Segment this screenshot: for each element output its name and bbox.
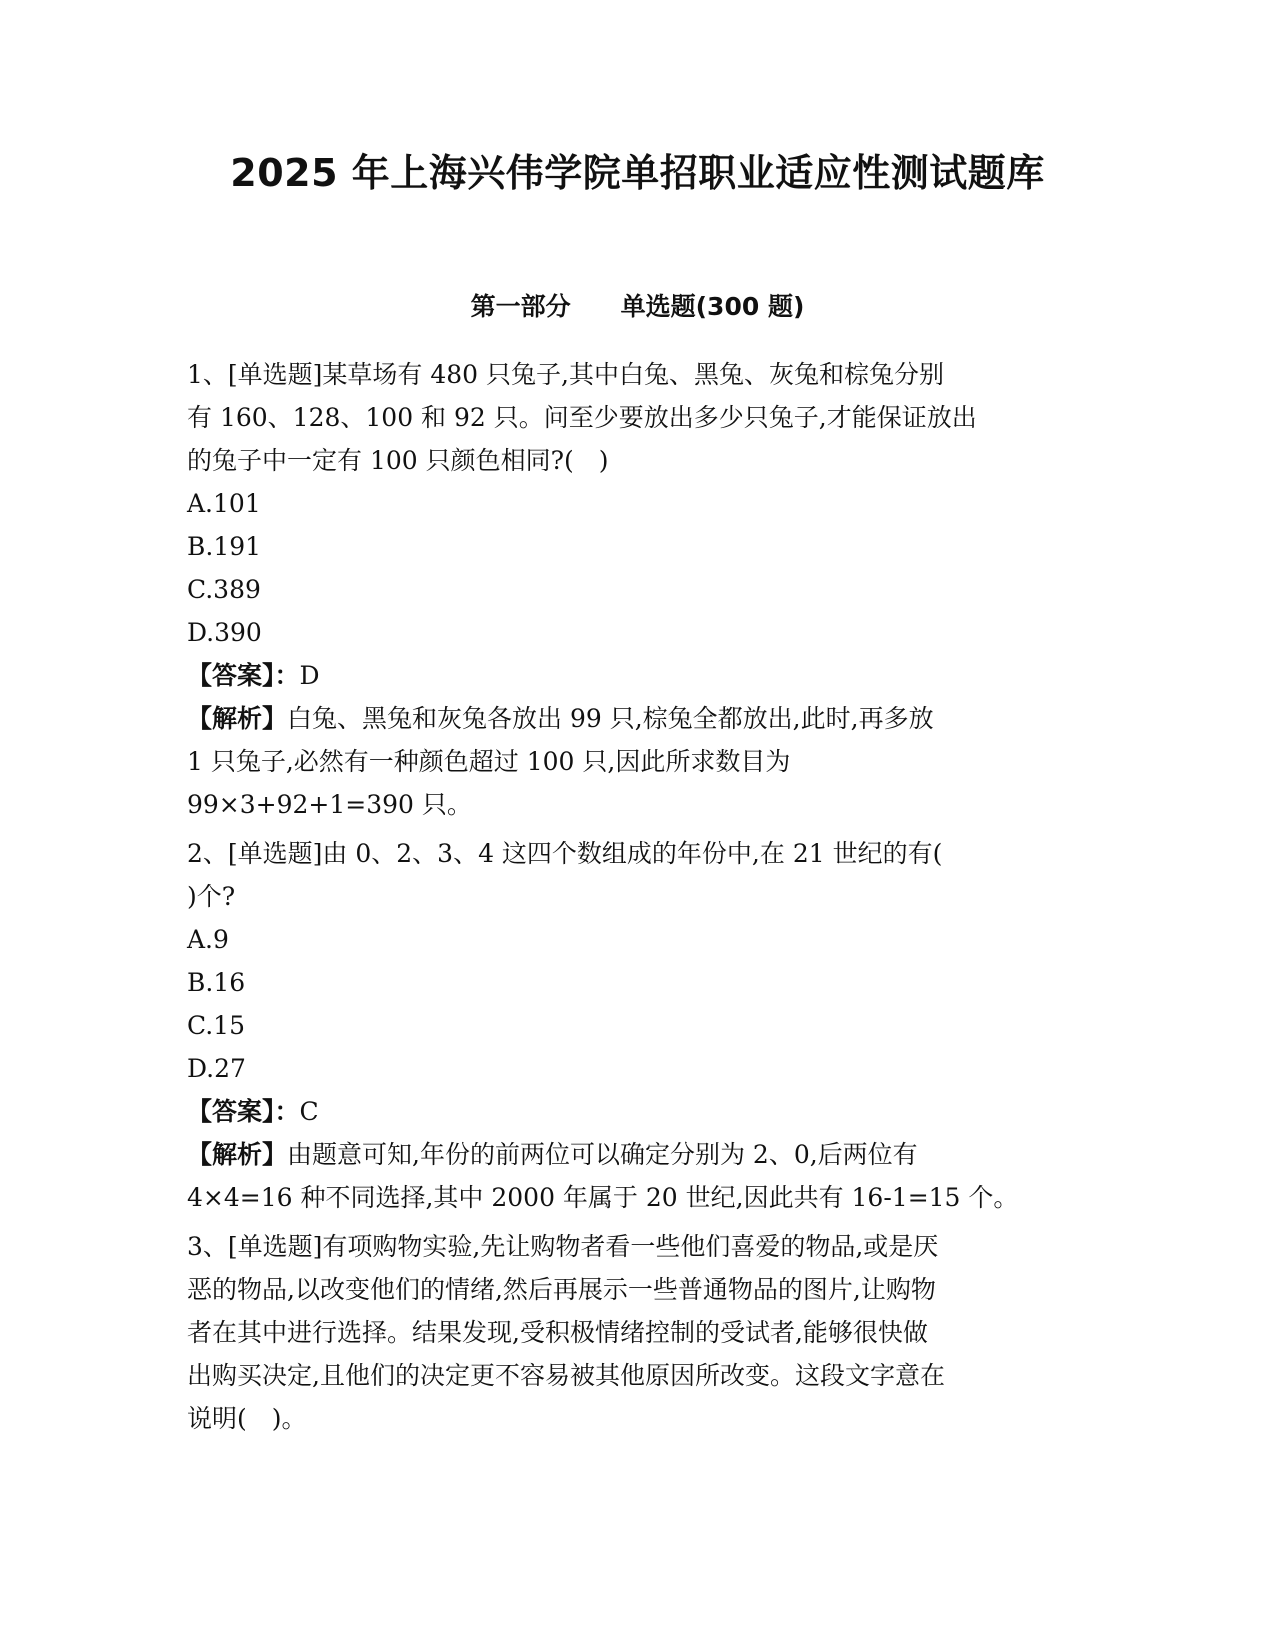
analysis-line: 1 只兔子,必然有一种颜色超过 100 只,因此所求数目为 (187, 747, 791, 776)
question-stem-line: 出购买决定,且他们的决定更不容易被其他原因所改变。这段文字意在 (187, 1361, 945, 1390)
analysis-line (187, 1133, 1087, 1176)
option-a: A.101 (187, 489, 261, 518)
question-1 (187, 353, 1087, 826)
analysis-line: 99×3+92+1=390 只。 (187, 790, 472, 819)
question-stem-line: 3、[单选题]有项购物实验,先让购物者看一些他们喜爱的物品,或是厌 (187, 1232, 939, 1261)
analysis-line: 4×4=16 种不同选择,其中 2000 年属于 20 世纪,因此共有 16-1=15 个。 (187, 1183, 1019, 1212)
analysis-label: 【解析】 (187, 704, 288, 733)
question-3 (187, 1225, 1087, 1440)
answer-label: 【答案】： (187, 1097, 300, 1126)
option-a: A.9 (187, 925, 229, 954)
question-2 (187, 832, 1087, 1219)
question-stem-line: )个? (187, 882, 236, 911)
analysis-text: 由题意可知,年份的前两位可以确定分别为 2、0,后两位有 (287, 1140, 918, 1169)
question-stem-line: 2、[单选题]由 0、2、3、4 这四个数组成的年份中,在 21 世纪的有( (187, 839, 943, 868)
option-c: C.15 (187, 1011, 245, 1040)
question-stem-line: 的兔子中一定有 100 只颜色相同?( ) (187, 446, 609, 475)
question-stem-line: 恶的物品,以改变他们的情绪,然后再展示一些普通物品的图片,让购物 (187, 1275, 936, 1304)
answer-value: D (299, 661, 320, 690)
question-stem-line: 说明( )。 (187, 1404, 307, 1433)
question-stem-line: 者在其中进行选择。结果发现,受积极情绪控制的受试者,能够很快做 (187, 1318, 928, 1347)
question-stem-line: 有 160、128、100 和 92 只。问至少要放出多少只兔子,才能保证放出 (187, 403, 977, 432)
option-b: B.16 (187, 968, 246, 997)
answer-value: C (299, 1097, 319, 1126)
document-title: 2025 年上海兴伟学院单招职业适应性测试题库 (230, 151, 1045, 195)
option-d: D.27 (187, 1054, 246, 1083)
option-c: C.389 (187, 575, 261, 604)
analysis-line (187, 697, 1087, 740)
question-stem-line: 1、[单选题]某草场有 480 只兔子,其中白兔、黑兔、灰兔和棕兔分别 (187, 360, 944, 389)
answer-label: 【答案】： (187, 661, 300, 690)
answer-line (187, 654, 1087, 697)
analysis-label: 【解析】 (187, 1140, 288, 1169)
section-title: 第一部分 单选题(300 题) (470, 292, 805, 321)
option-b: B.191 (187, 532, 262, 561)
option-d: D.390 (187, 618, 262, 647)
question-list (187, 353, 1087, 1440)
answer-line (187, 1090, 1087, 1133)
analysis-text: 白兔、黑兔和灰兔各放出 99 只,棕兔全都放出,此时,再多放 (287, 704, 934, 733)
